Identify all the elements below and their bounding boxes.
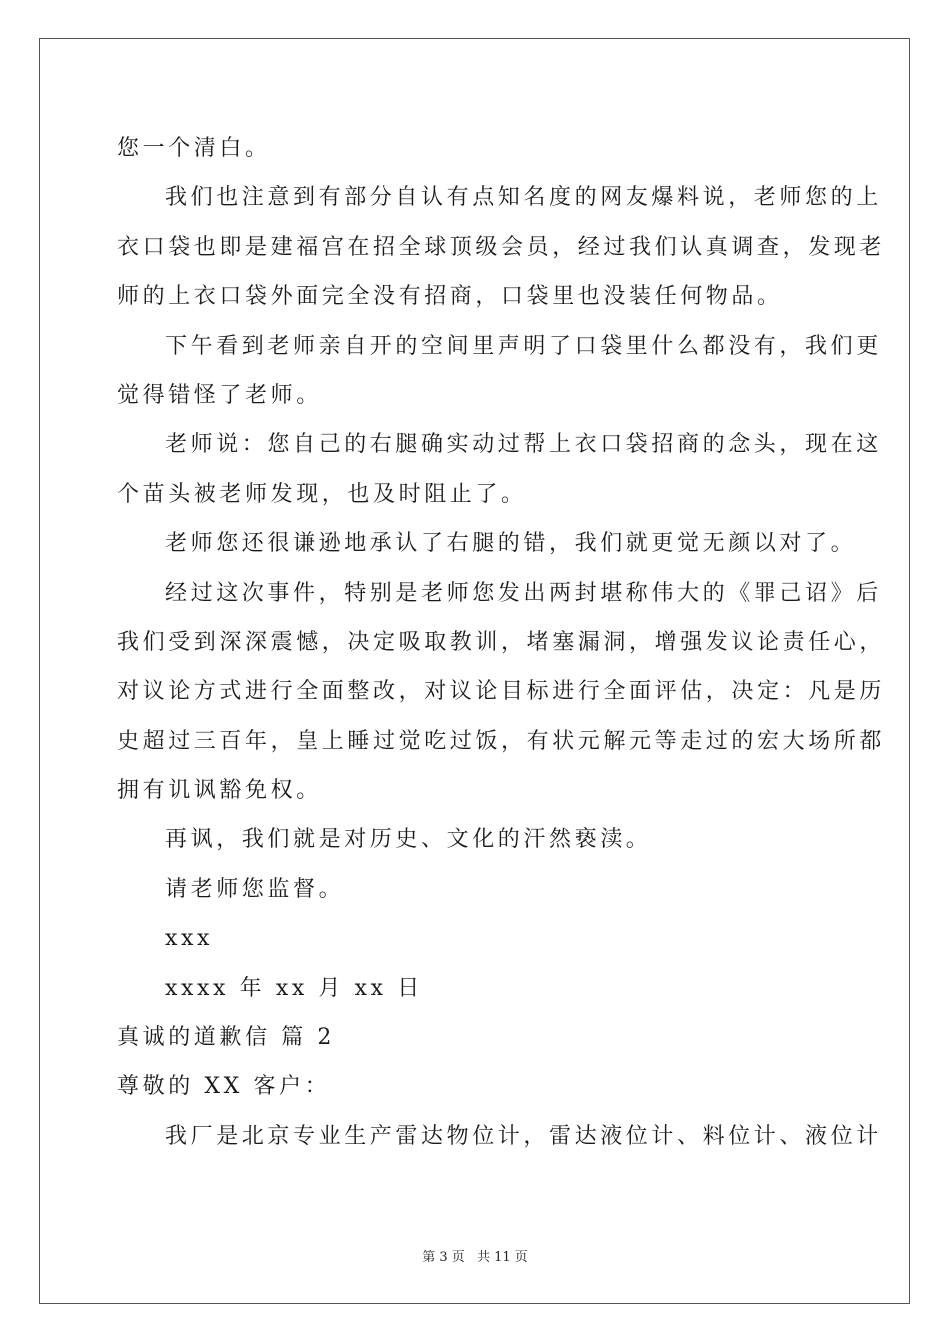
text-line: 衣口袋也即是建福宫在招全球顶级会员，经过我们认真调查，发现老: [117, 234, 886, 260]
text-line: 我们受到深深震憾，决定吸取教训，堵塞漏洞，增强发议论责任心，: [117, 629, 886, 655]
text-line: 觉得错怪了老师。: [117, 382, 322, 408]
salutation: 尊敬的 XX 客户：: [117, 1074, 331, 1100]
page-footer: [0, 1246, 950, 1265]
text-line: 您一个清白。: [117, 136, 271, 161]
text-line: 史超过三百年，皇上睡过觉吃过饭，有状元解元等走过的宏大场所都: [117, 728, 886, 754]
page-total: 共 11 页: [476, 1250, 528, 1265]
text-line: 拥有讥讽豁免权。: [117, 778, 322, 804]
text-line: 下午看到老师亲自开的空间里声明了口袋里什么都没有，我们更: [165, 333, 882, 359]
text-line: 对议论方式进行全面整改，对议论目标进行全面评估，决定：凡是历: [117, 679, 886, 705]
page-number: 第 3 页: [422, 1250, 465, 1265]
document-body: [117, 124, 886, 1161]
text-line: 经过这次事件，特别是老师您发出两封堪称伟大的《罪己诏》后: [165, 580, 882, 606]
text-line: 老师说：您自己的右腿确实动过帮上衣口袋招商的念头，现在这: [165, 432, 882, 458]
date-line: xxxx 年 xx 月 xx 日: [165, 975, 423, 1001]
text-line: 师的上衣口袋外面完全没有招商，口袋里也没装任何物品。: [117, 284, 783, 310]
text-line: 我厂是北京专业生产雷达物位计，雷达液位计、料位计、液位计: [165, 1123, 882, 1149]
text-line: 老师您还很谦逊地承认了右腿的错，我们就更觉无颜以对了。: [165, 531, 857, 557]
signature-line: xxx: [165, 926, 214, 952]
text-line: 请老师您监督。: [165, 876, 345, 902]
text-line: 个苗头被老师发现，也及时阻止了。: [117, 481, 527, 507]
section-heading: 真诚的道歉信 篇 2: [117, 1025, 335, 1051]
text-line: 再讽，我们就是对历史、文化的汗然亵渎。: [165, 827, 652, 853]
text-line: 我们也注意到有部分自认有点知名度的网友爆料说，老师您的上: [165, 185, 882, 211]
